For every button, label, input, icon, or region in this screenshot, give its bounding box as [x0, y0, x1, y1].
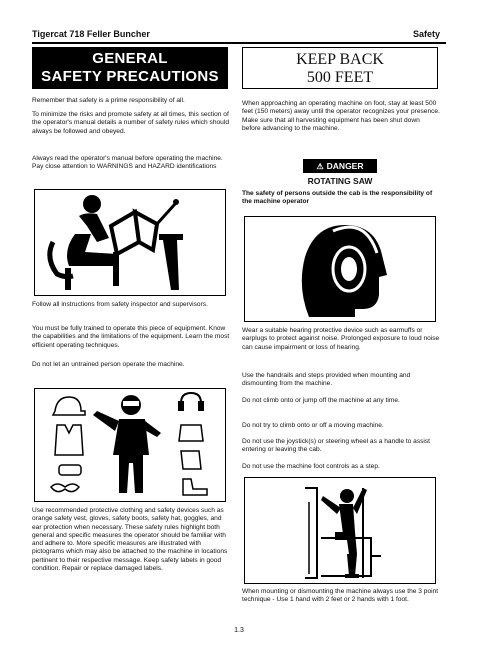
glove-icon	[59, 465, 81, 475]
hard-hat-icon	[53, 397, 85, 415]
paragraph-foot-controls: Do not use the machine foot controls as a step.	[242, 463, 380, 470]
safety-vest-icon	[55, 425, 83, 455]
paragraph-read-manual: Always read the operator's manual before operating the machine. Pay close attention to WARNINGS and HAZARD identifications	[32, 155, 223, 171]
paragraph-minimize-risks: To minimize the risks and promote safety at all times, this section of the operator's manual details a number of safety rules which should always be followed and obeyed.	[32, 111, 229, 135]
danger-label: DANGER	[326, 161, 364, 171]
three-point-contact-pictogram	[244, 477, 436, 584]
banner-line-2: SAFETY PRECAUTIONS	[41, 68, 219, 85]
banner-line-1: GENERAL	[92, 50, 168, 67]
header-rule	[32, 42, 446, 44]
paragraph-hearing-protection: Wear a suitable hearing protective device such as earmuffs or earplugs to protect against noise. Prolonged exposure to loud noise can cause impairment or loss of hearing.	[242, 327, 440, 351]
climbing-operator-icon	[245, 478, 435, 583]
reading-operator-icon	[35, 190, 225, 295]
paragraph-approach-distance: When approaching an operating machine on foot, stay at least 500 feet (150 meters) away until the operator recognizes your presence. Make sure that all harvesting equipment has been shut down before advancing to the machine.	[242, 100, 440, 132]
paragraph-joystick: Do not use the joystick(s) or steering wheel as a handle to assist entering or leaving the cab.	[242, 438, 431, 454]
hearing-protection-pictogram	[244, 216, 436, 322]
warning-triangle-icon: ⚠	[316, 162, 324, 171]
section-label: Safety	[412, 29, 440, 39]
paragraph-responsibility: Remember that safety is a prime responsibility of all.	[32, 97, 185, 104]
ppe-icons	[35, 389, 225, 501]
paragraph-untrained-person: Do not let an untrained person operate the machine.	[32, 361, 185, 368]
paragraph-no-jump: Do not climb onto or jump off the machine at any time.	[242, 397, 400, 404]
keep-back-line-2: 500 FEET	[306, 69, 374, 86]
paragraph-protective-clothing: Use recommended protective clothing and safety devices such as orange safety vest, gloves, safety boots, safety hat, goggles, and ear protection when necessary. These safety rules highlight both general and specific measures the operator should be familiar with and adhere to. More specific measures are illustrated with pictograms which may also be attached to the machine in locations pertinent to their respective message. Keep safety labels in good condition. Repair or replace damaged labels.	[32, 507, 228, 573]
read-manual-pictogram	[34, 189, 226, 296]
paragraph-handrails: Use the handrails and steps provided when mounting and dismounting from the machine.	[242, 372, 411, 388]
keep-back-banner	[242, 47, 438, 89]
danger-subtitle: ROTATING SAW	[307, 176, 373, 186]
goggles-icon	[51, 484, 79, 492]
danger-text: The safety of persons outside the cab is the responsibility of the machine operator	[242, 190, 433, 206]
keep-back-line-1: KEEP BACK	[296, 51, 384, 68]
protective-equipment-pictogram	[34, 388, 226, 502]
paragraph-three-point: When mounting or dismounting the machine always use the 3 point technique - Use 1 hand with 2 feet or 2 hands with 1 foot.	[242, 588, 439, 604]
page-number: 1.3	[234, 627, 244, 634]
danger-badge	[303, 159, 377, 173]
paragraph-follow-instructions: Follow all instructions from safety inspector and supervisors.	[32, 301, 208, 308]
general-safety-banner	[32, 47, 228, 89]
safety-boot-icon	[183, 479, 207, 495]
paragraph-moving-machine: Do not try to climb onto or off a moving machine.	[242, 422, 384, 429]
ear-protection-icon	[245, 217, 435, 321]
document-title: Tigercat 718 Feller Buncher	[32, 29, 150, 39]
paragraph-fully-trained: You must be fully trained to operate this piece of equipment. Know the capabilities and the limitations of the equipment. Learn the most efficient operating techniques.	[32, 325, 230, 349]
